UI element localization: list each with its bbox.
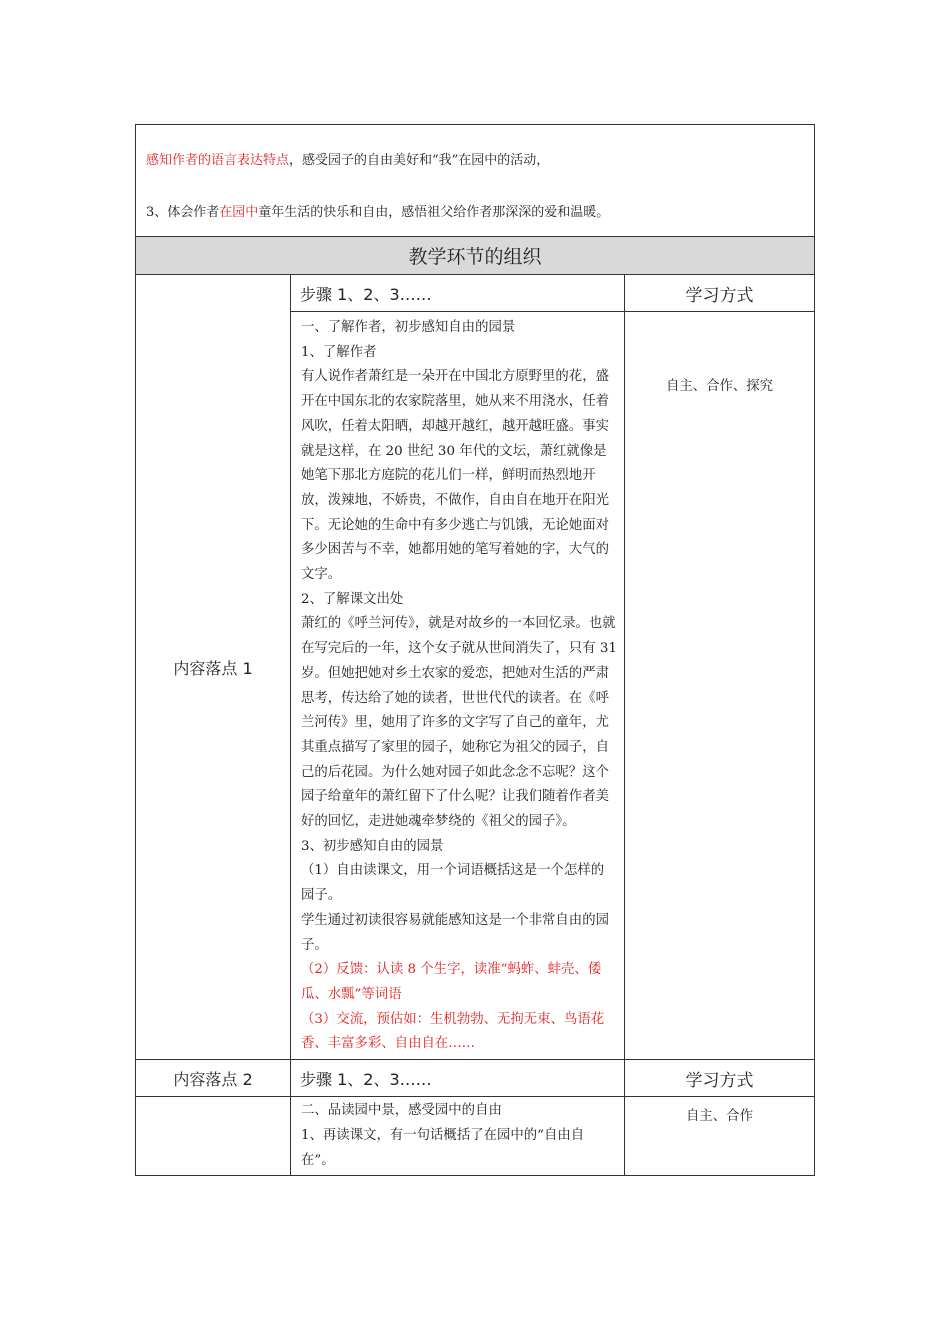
objective-highlight-2: 在园中 <box>219 205 259 220</box>
step-paragraph: 萧红的《呼兰河传》，就是对故乡的一本回忆录。也就在写完后的一年，这个女子就从世间消失了，只有 31 岁。但她把她对乡土农家的爱恋，把她对生活的严肃思考，传达给了她的读者，世世代代的读者。在《呼兰河传》里，她用了许多的文字写了自己的童年，尤其重点描写了家里的园子，她称它为祖父的园子，自己的后花园。为什么她对园子如此念念不忘呢？这个园子给童年的萧红留下了什么呢？让我们随着作者美好的回忆，走进她魂牵梦绕的《祖父的园子》。 <box>301 616 617 830</box>
content-point-2-blank <box>136 1097 291 1176</box>
step-paragraph: 1、了解作者 <box>301 344 377 360</box>
learning-mode-cell-1 <box>625 312 815 1060</box>
steps-content-2 <box>291 1097 625 1176</box>
step-paragraph-highlight: （2）反馈：认读 8 个生字，读准“蚂蚱、蚌壳、倭瓜、水瓢”等词语 <box>301 962 602 1002</box>
learning-mode-cell-2 <box>625 1097 815 1176</box>
objective-line-2 <box>146 151 804 171</box>
content-point-1-label: 内容落点 1 <box>136 275 291 1060</box>
step-paragraph: 有人说作者萧红是一朵开在中国北方原野里的花，盛开在中国东北的农家院落里，她从来不用浇水，任着风吹，任着太阳晒，却越开越红，越开越旺盛。事实就是这样，在 20 世纪 30 年代的文坛，萧红就像是她笔下那北方庭院的花儿们一样，鲜明而热烈地开放，泼辣地，不娇贵，不做作，自由自在地开在阳光下。无论她的生命中有多少逃亡与饥饿，无论她面对多少困苦与不幸，她都用她的笔写着她的字，大气的文字。 <box>301 369 609 583</box>
objective-text-2: 童年生活的快乐和自由，感悟祖父给作者那深深的爱和温暖。 <box>258 205 610 220</box>
step-paragraph-highlight: （3）交流，预估如：生机勃勃、无拘无束、鸟语花香、丰富多彩、自由自在…… <box>301 1011 605 1052</box>
learning-mode-header-1: 学习方式 <box>625 275 815 312</box>
step-paragraph: 3、初步感知自由的园景 <box>301 838 444 854</box>
step-paragraph: 二、品读园中景，感受园中的自由 <box>301 1103 502 1119</box>
content-point-2-label: 内容落点 2 <box>136 1060 291 1097</box>
steps-content-1 <box>291 312 625 1060</box>
objective-highlight: 感知作者的语言表达特点 <box>146 153 290 168</box>
step-paragraph: 2、了解课文出处 <box>301 591 404 607</box>
learning-mode-2: 自主、合作 <box>686 1109 753 1125</box>
objective-text: ，感受园子的自由美好和“我”在园中的活动， <box>289 153 550 168</box>
objective-prefix: 3、体会作者 <box>146 205 220 220</box>
learning-mode-header-2: 学习方式 <box>625 1060 815 1097</box>
step-paragraph: 学生通过初读很容易就能感知这是一个非常自由的园子。 <box>301 912 609 953</box>
step-paragraph: 1、再读课文，有一句话概括了在园中的“自由自在”。 <box>301 1127 585 1168</box>
section-banner: 教学环节的组织 <box>136 237 815 275</box>
lesson-plan-table <box>135 124 815 1176</box>
steps-header-2: 步骤 1、2、3…… <box>291 1060 625 1097</box>
learning-mode-1: 自主、合作、探究 <box>665 379 774 394</box>
objectives-cell <box>136 125 815 237</box>
objective-line-3 <box>146 203 804 223</box>
steps-header-1: 步骤 1、2、3…… <box>291 275 625 312</box>
step-paragraph: （1）自由读课文，用一个词语概括这是一个怎样的园子。 <box>301 863 605 904</box>
step-paragraph: 一、了解作者，初步感知自由的园景 <box>301 320 516 335</box>
